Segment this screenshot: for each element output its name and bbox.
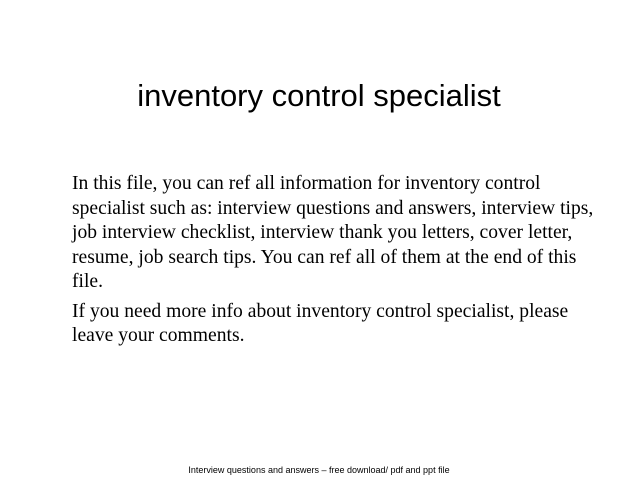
intro-paragraph: In this file, you can ref all information for inventory control specialist such as: interview questions and answers, interview tips, job interview checklist, interview thank you letters, cover letter, resume, job search tips. You can ref all of them at the end of this file. [72,173,594,292]
slide-title: inventory control specialist [137,78,501,113]
comments-paragraph: If you need more info about inventory control specialist, please leave your comments. [72,300,569,346]
slide-body [72,172,612,349]
slide-footer: Interview questions and answers – free download/ pdf and ppt file [188,465,450,475]
